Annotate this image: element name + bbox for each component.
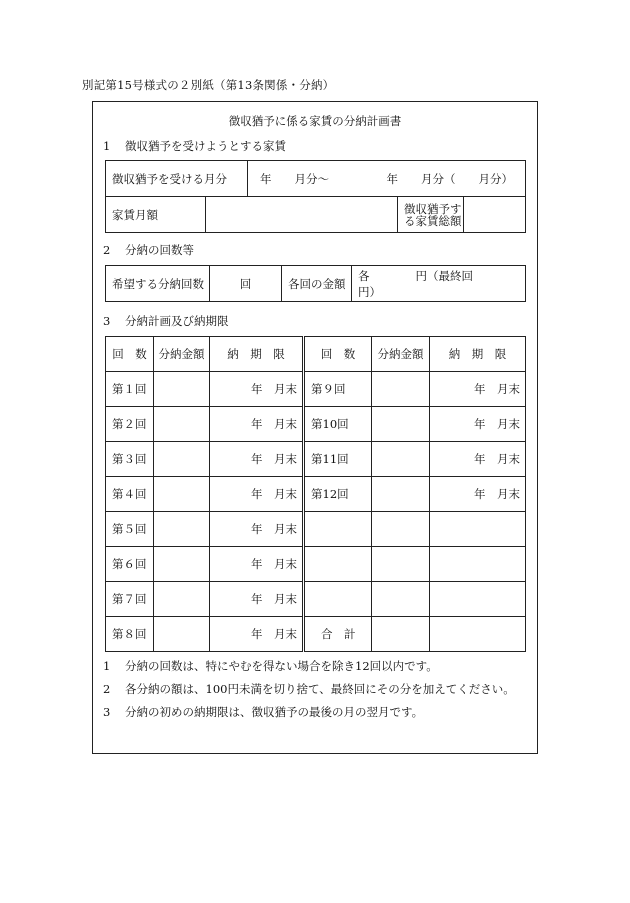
round-label: 第５回 [106, 512, 154, 547]
deadline-right[interactable]: 年 月末 [430, 407, 526, 442]
schedule-row [106, 547, 526, 582]
round-label-right: 第12回 [304, 477, 372, 512]
deadline[interactable]: 年 月末 [210, 582, 304, 617]
installment-count-table [105, 265, 526, 302]
installment-amount[interactable] [154, 372, 210, 407]
deadline-right[interactable]: 年 月末 [430, 442, 526, 477]
deadline-right[interactable] [430, 617, 526, 652]
deadline[interactable]: 年 月末 [210, 442, 304, 477]
round-label: 第４回 [106, 477, 154, 512]
note-item [103, 704, 515, 727]
deadline-right[interactable]: 年 月末 [430, 477, 526, 512]
section-1-number: 1 [103, 139, 111, 153]
round-label: 第１回 [106, 372, 154, 407]
installment-amount-right[interactable] [372, 512, 430, 547]
note-text: 分納の初めの納期限は、徴収猶予の最後の月の翌月です。 [125, 705, 424, 719]
round-label: 第７回 [106, 582, 154, 617]
round-label-right: 第11回 [304, 442, 372, 477]
installment-amount-right[interactable] [372, 442, 430, 477]
total-rent-value[interactable] [464, 197, 526, 233]
deadline[interactable]: 年 月末 [210, 547, 304, 582]
note-number: 3 [103, 705, 111, 719]
section-1-title: 徴収猶予を受けようとする家賃 [125, 139, 286, 153]
col-round-header-right: 回 数 [304, 337, 372, 372]
deadline[interactable]: 年 月末 [210, 372, 304, 407]
installment-amount-right[interactable] [372, 617, 430, 652]
installment-amount[interactable] [154, 512, 210, 547]
period-label: 徴収猶予を受ける月分 [106, 161, 248, 197]
form-frame [92, 101, 538, 754]
round-label-right [304, 547, 372, 582]
installment-amount-right[interactable] [372, 477, 430, 512]
rent-table [105, 160, 526, 233]
monthly-rent-value[interactable] [206, 197, 398, 233]
schedule-row [106, 407, 526, 442]
amount-label: 各回の金額 [282, 266, 352, 302]
note-number: 2 [103, 682, 111, 696]
rent-amount-row [106, 197, 526, 233]
installment-count-row [106, 266, 526, 302]
schedule-row [106, 477, 526, 512]
deadline[interactable]: 年 月末 [210, 407, 304, 442]
round-label-right: 合 計 [304, 617, 372, 652]
form-header: 別記第15号様式の２別紙（第13条関係・分納） [82, 78, 335, 92]
deadline[interactable]: 年 月末 [210, 512, 304, 547]
deadline-right[interactable]: 年 月末 [430, 372, 526, 407]
deadline[interactable]: 年 月末 [210, 617, 304, 652]
col-amount-header: 分納金額 [154, 337, 210, 372]
amount-value[interactable]: 各 円（最終回 円） [352, 266, 526, 302]
installment-amount[interactable] [154, 407, 210, 442]
schedule-row [106, 442, 526, 477]
installment-amount-right[interactable] [372, 407, 430, 442]
deadline[interactable]: 年 月末 [210, 477, 304, 512]
round-label-right [304, 582, 372, 617]
period-value[interactable]: 年 月分〜 年 月分（ 月分） [248, 161, 526, 197]
installment-amount[interactable] [154, 442, 210, 477]
installment-amount[interactable] [154, 547, 210, 582]
section-2-number: 2 [103, 243, 111, 257]
round-label: 第３回 [106, 442, 154, 477]
section-3-number: 3 [103, 314, 111, 328]
round-label: 第２回 [106, 407, 154, 442]
round-label-right [304, 512, 372, 547]
col-round-header: 回 数 [106, 337, 154, 372]
count-label: 希望する分納回数 [106, 266, 210, 302]
schedule-row [106, 617, 526, 652]
col-deadline-header-right: 納 期 限 [430, 337, 526, 372]
installment-amount-right[interactable] [372, 582, 430, 617]
total-rent-label: 徴収猶予する家賃総額 [398, 197, 464, 233]
section-2-title: 分納の回数等 [125, 243, 194, 257]
installment-amount-right[interactable] [372, 547, 430, 582]
installment-amount[interactable] [154, 477, 210, 512]
period-row [106, 161, 526, 197]
count-value[interactable]: 回 [210, 266, 282, 302]
col-deadline-header: 納 期 限 [210, 337, 304, 372]
schedule-header-row [106, 337, 526, 372]
installment-amount[interactable] [154, 617, 210, 652]
form-title: 徴収猶予に係る家賃の分納計画書 [228, 114, 402, 128]
installment-amount-right[interactable] [372, 372, 430, 407]
note-text: 各分納の額は、100円未満を切り捨て、最終回にその分を加えてください。 [125, 682, 515, 696]
schedule-row [106, 372, 526, 407]
deadline-right[interactable] [430, 547, 526, 582]
deadline-right[interactable] [430, 582, 526, 617]
installment-amount[interactable] [154, 582, 210, 617]
schedule-row [106, 512, 526, 547]
deadline-right[interactable] [430, 512, 526, 547]
note-item [103, 658, 515, 681]
schedule-table [105, 336, 526, 652]
round-label-right: 第９回 [304, 372, 372, 407]
section-3-title: 分納計画及び納期限 [125, 314, 229, 328]
round-label: 第６回 [106, 547, 154, 582]
schedule-row [106, 582, 526, 617]
note-text: 分納の回数は、特にやむを得ない場合を除き12回以内です。 [125, 659, 438, 673]
section-3-heading [103, 313, 229, 329]
col-amount-header-right: 分納金額 [372, 337, 430, 372]
note-number: 1 [103, 659, 111, 673]
monthly-rent-label: 家賃月額 [106, 197, 206, 233]
section-2-heading [103, 242, 194, 258]
round-label: 第８回 [106, 617, 154, 652]
note-item [103, 681, 515, 704]
round-label-right: 第10回 [304, 407, 372, 442]
section-1-heading [103, 138, 286, 154]
notes [103, 658, 515, 727]
